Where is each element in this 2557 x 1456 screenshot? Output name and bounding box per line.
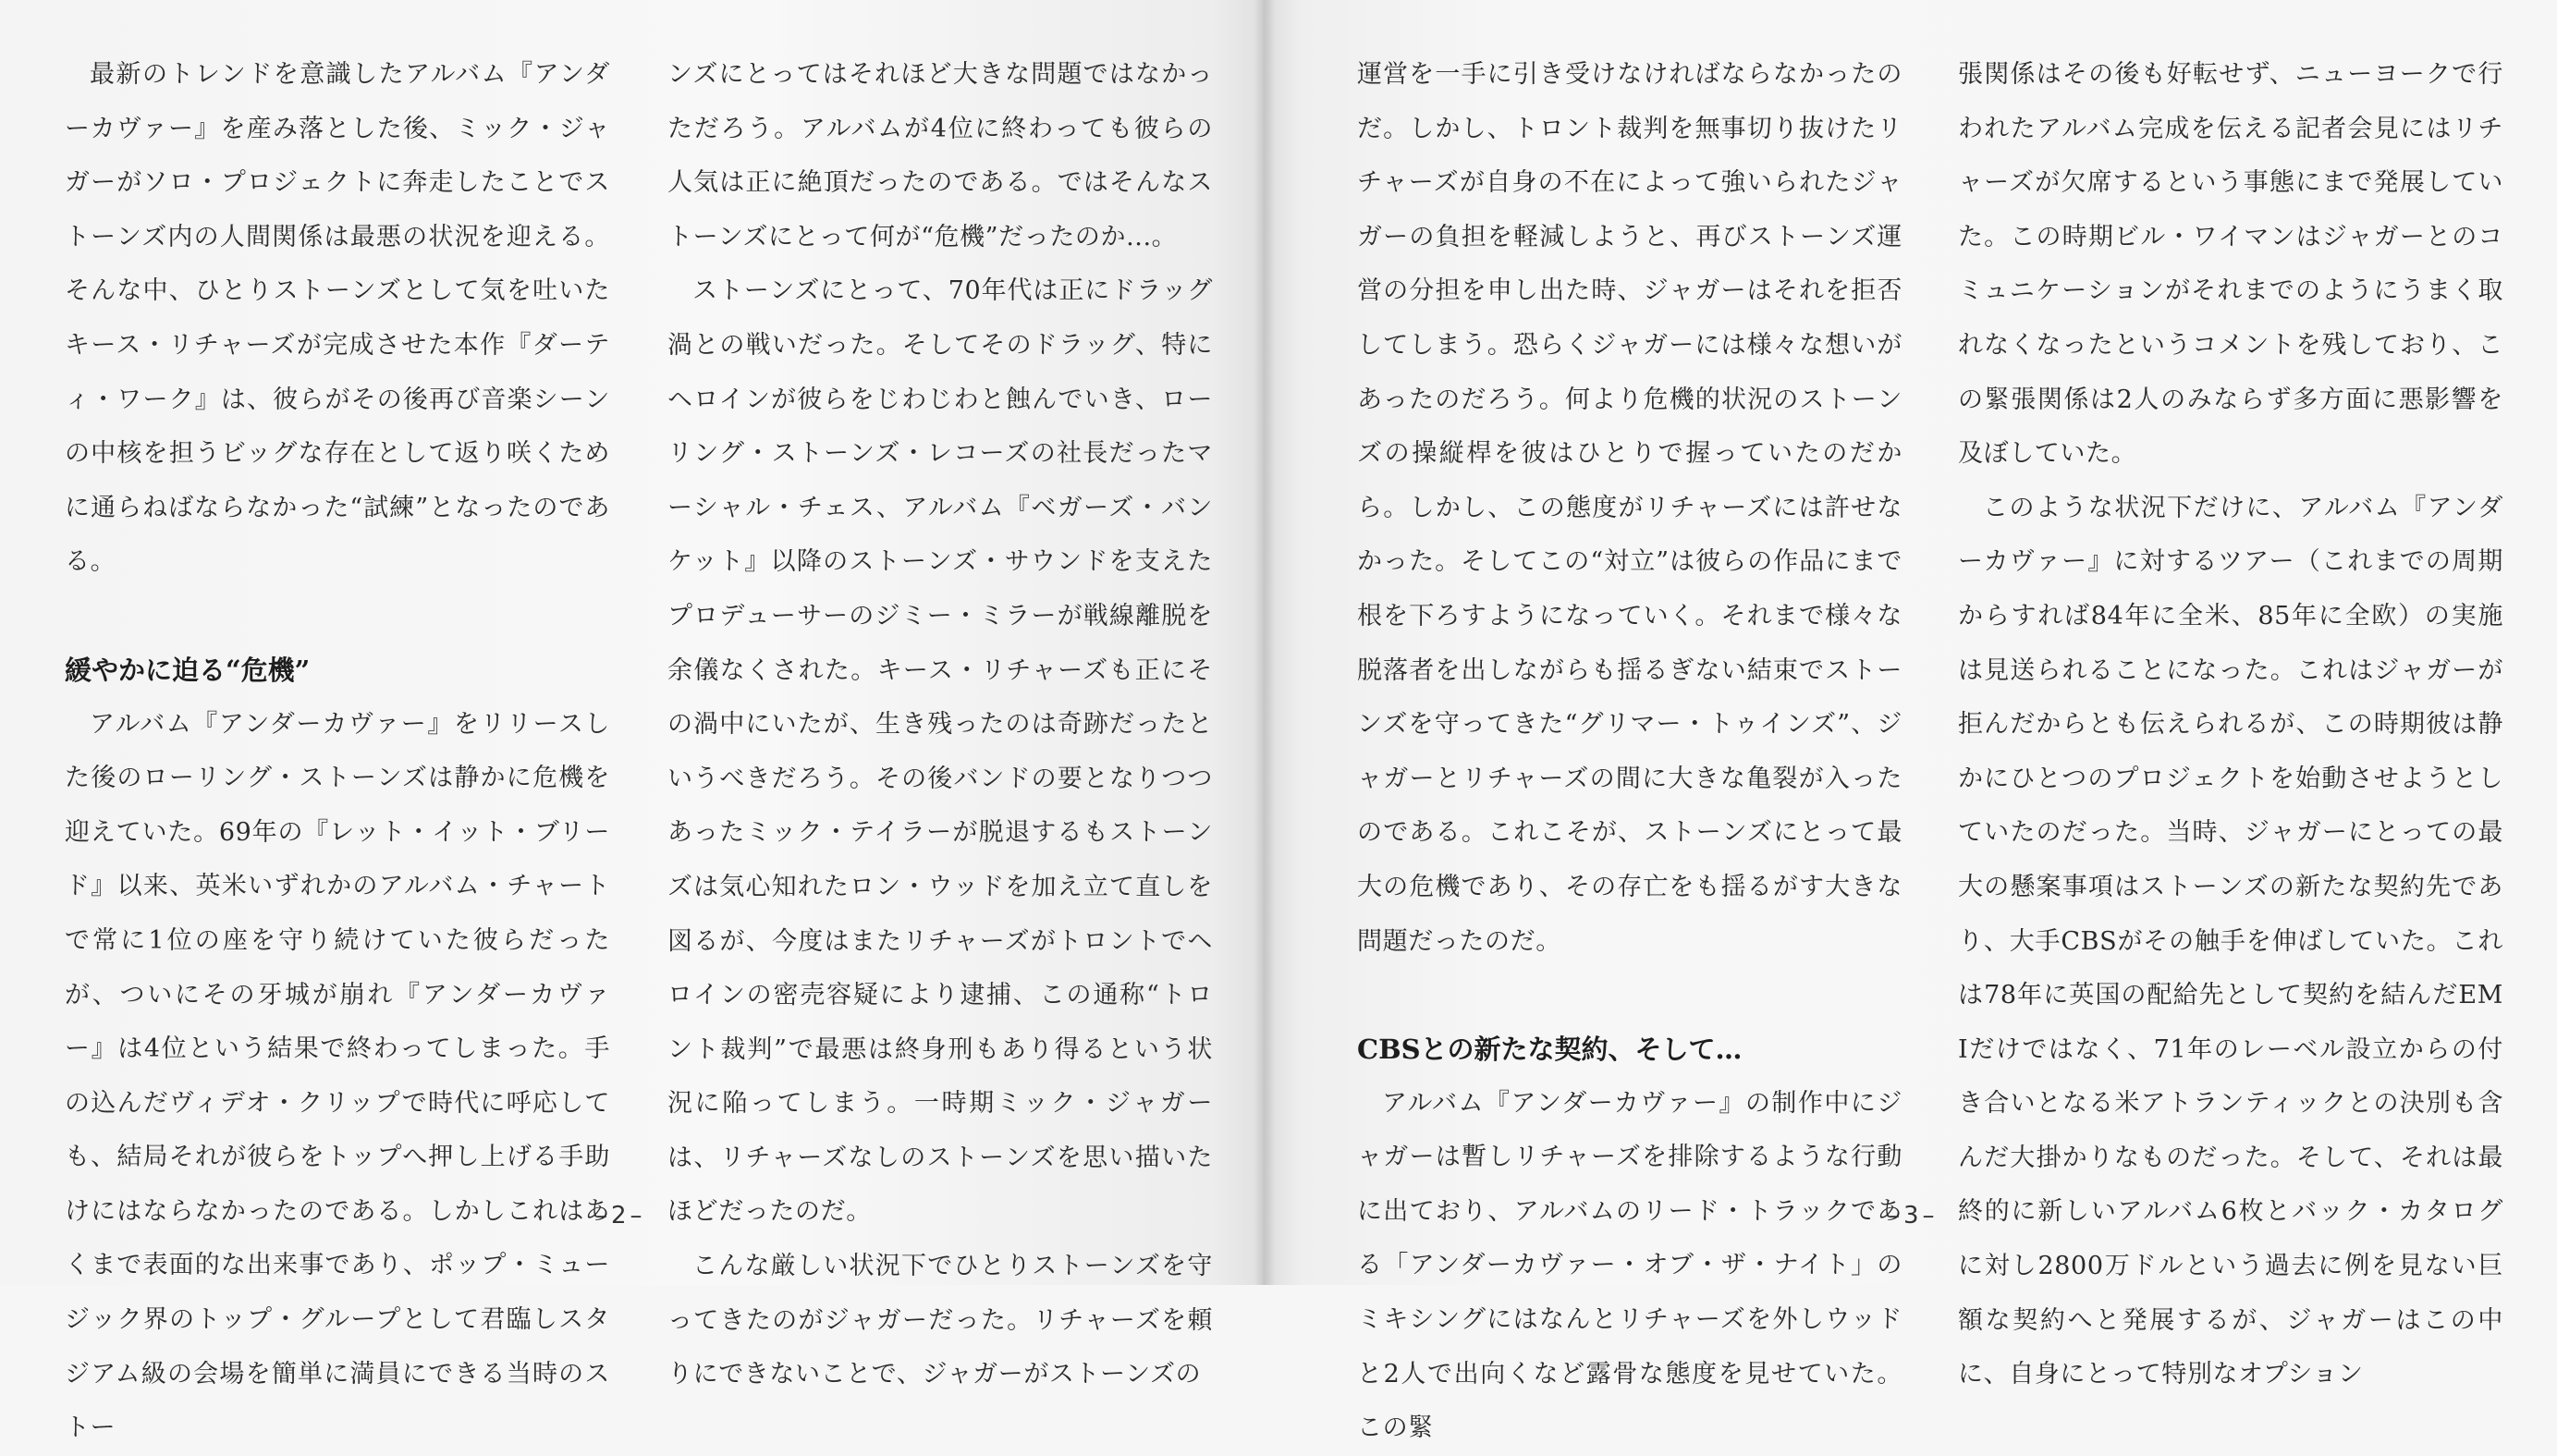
page-number: –2– bbox=[595, 1202, 646, 1230]
section-spacer bbox=[1357, 969, 1902, 1022]
section-heading: 緩やかに迫る“危機” bbox=[65, 654, 311, 686]
left-page-column-2 bbox=[667, 48, 1213, 1389]
book-gutter bbox=[1254, 0, 1276, 1285]
right-page-column-2 bbox=[1958, 48, 2503, 1389]
body-paragraph: 運営を一手に引き受けなければならなかったのだ。しかし、トロント裁判を無事切り抜けたリチャーズが自身の不在によって強いられたジャガーの負担を軽減しようと、再びストーンズ運営の分担を申し出た時、ジャガーはそれを拒否してしまう。恐らくジャガーには様々な想いがあったのだろう。何より危機的状況のストーンズの操縦桿を彼はひとりで握っていたのだから。しかし、この態度がリチャーズには許せなかった。そしてこの“対立”は彼らの作品にまで根を下ろすようになっていく。それまで様々な脱落者を出しながらも揺るぎない結束でストーンズを守ってきた“グリマー・トゥインズ”、ジャガーとリチャーズの間に大きな亀裂が入ったのである。これこそが、ストーンズにとって最大の危機であり、その存亡をも揺るがす大きな問題だったのだ。 bbox=[1357, 60, 1902, 956]
body-paragraph: アルバム『アンダーカヴァー』をリリースした後のローリング・ストーンズは静かに危機を迎えていた。69年の『レット・イット・ブリード』以来、英米いずれかのアルバム・チャートで常に1位の座を守り続けていた彼らだったが、ついにその牙城が崩れ『アンダーカヴァー』は4位という結果で終わってしまった。手の込んだヴィデオ・クリップで時代に呼応しても、結局それが彼らをトップへ押し上げる手助けにはならなかったのである。しかしこれはあくまで表面的な出来事であり、ポップ・ミュージック界のトップ・グループとして君臨しスタジアム級の会場を簡単に満員にできる当時のストー bbox=[65, 709, 610, 1443]
right-page-column-1 bbox=[1357, 48, 1902, 1443]
page-number: –3– bbox=[1888, 1202, 1939, 1230]
section-spacer bbox=[65, 590, 610, 643]
left-page-column-1 bbox=[65, 48, 610, 1443]
body-paragraph: 最新のトレンドを意識したアルバム『アンダーカヴァー』を産み落とした後、ミック・ジャガーがソロ・プロジェクトに奔走したことでストーンズ内の人間関係は最悪の状況を迎える。そんな中、ひとりストーンズとして気を吐いたキース・リチャーズが完成させた本作『ダーティ・ワーク』は、彼らがその後再び音楽シーンの中核を担うビッグな存在として返り咲くために通らねばならなかった“試練”となったのである。 bbox=[65, 60, 610, 577]
body-paragraph: ストーンズにとって、70年代は正にドラッグ渦との戦いだった。そしてそのドラッグ、特にヘロインが彼らをじわじわと蝕んでいき、ローリング・ストーンズ・レコーズの社長だったマーシャル・チェス、アルバム『ベガーズ・バンケット』以降のストーンズ・サウンドを支えたプロデューサーのジミー・ミラーが戦線離脱を余儀なくされた。キース・リチャーズも正にその渦中にいたが、生き残ったのは奇跡だったというべきだろう。その後バンドの要となりつつあったミック・テイラーが脱退するもストーンズは気心知れたロン・ウッドを加え立て直しを図るが、今度はまたリチャーズがトロントでヘロインの密売容疑により逮捕、この通称“トロント裁判”で最悪は終身刑もあり得るという状況に陥ってしまう。一時期ミック・ジャガーは、リチャーズなしのストーンズを思い描いたほどだったのだ。 bbox=[667, 276, 1213, 1227]
body-paragraph: こんな厳しい状況下でひとりストーンズを守ってきたのがジャガーだった。リチャーズを頼りにできないことで、ジャガーがストーンズの bbox=[667, 1252, 1213, 1389]
left-page bbox=[0, 0, 1263, 1443]
section-heading: CBSとの新たな契約、そして… bbox=[1357, 1034, 1743, 1066]
body-paragraph: このような状況下だけに、アルバム『アンダーカヴァー』に対するツアー（これまでの周期からすれば84年に全米、85年に全欧）の実施は見送られることになった。これはジャガーが拒んだからとも伝えられるが、この時期彼は静かにひとつのプロジェクトを始動させようとしていたのだった。当時、ジャガーにとっての最大の懸案事項はストーンズの新たな契約先であり、大手CBSがその触手を伸ばしていた。これは78年に英国の配給先として契約を結んだEMIだけではなく、71年のレーベル設立からの付き合いとなる米アトランティックとの決別も含んだ大掛かりなものだった。そして、それは最終的に新しいアルバム6枚とバック・カタログに対し2800万ドルという過去に例を見ない巨額な契約へと発展するが、ジャガーはこの中に、自身にとって特別なオプション bbox=[1958, 493, 2503, 1389]
body-paragraph: 張関係はその後も好転せず、ニューヨークで行われたアルバム完成を伝える記者会見にはリチャーズが欠席するという事態にまで発展していた。この時期ビル・ワイマンはジャガーとのコミュニケーションがそれまでのようにうまく取れなくなったというコメントを残しており、この緊張関係は2人のみならず多方面に悪影響を及ぼしていた。 bbox=[1958, 60, 2503, 469]
body-paragraph: アルバム『アンダーカヴァー』の制作中にジャガーは暫しリチャーズを排除するような行動に出ており、アルバムのリード・トラックである「アンダーカヴァー・オブ・ザ・ナイト」のミキシングにはなんとリチャーズを外しウッドと2人で出向くなど露骨な態度を見せていた。この緊 bbox=[1357, 1088, 1902, 1443]
body-paragraph: ンズにとってはそれほど大きな問題ではなかっただろう。アルバムが4位に終わっても彼らの人気は正に絶頂だったのである。ではそんなストーンズにとって何が“危機”だったのか...。 bbox=[667, 60, 1213, 251]
